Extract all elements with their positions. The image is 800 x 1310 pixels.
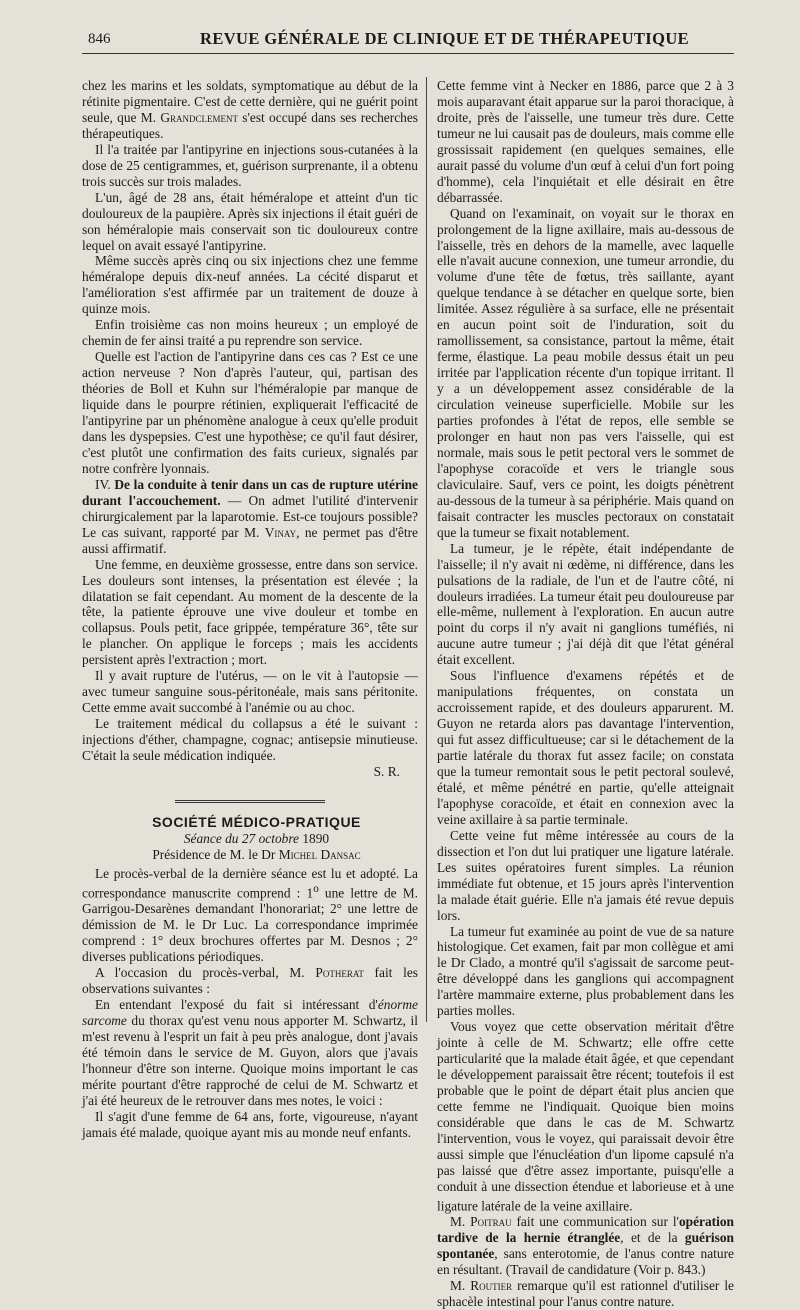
paragraph: Cette femme vint à Necker en 1886, parce que 2 à 3 mois auparavant était apparue sur la paroi thoracique, à droite, près de l'aisselle, une tumeur très dure. Cette tumeur ne lui causait pas de douleurs, mais comme elle grossissait rapidement (en quelques semaines, elle aurait passé du volume d'un œuf à celui d'un fort poing d'homme), cela l'inquiétait et elle désirait en être débarrassée.	[437, 78, 734, 205]
paragraph: M. Poitrau fait une communication sur l'opération tardive de la hernie étranglée, et de la guérison spontanée, sans enterotomie, de l'anus contre nature en résultant. (Travail de candidature (Voir p. 843.)	[437, 1214, 734, 1277]
paragraph: Quand on l'examinait, on voyait sur le thorax en prolongement de la ligne axillaire, mais au-dessous de l'aisselle, très en dehors de la mamelle, avec laquelle elle n'avait aucune connexion, une tumeur arrondie, du volume d'une tête de fœtus, très saillante, ayant quelque tendance à se détacher en quelque sorte, bien limitée. Assez régulière à sa surface, elle ne présentait en aucun point soit de l'induration, soit du ramollissement, sa consistance, partout la même, était ferme, élastique. La peau mobile dessus était un peu irritée par l'application récente d'un topique irritant. Il y a un développement assez considérable de la circulation veineuse superficielle. Mobile sur les parties profondes à l'état de repos, elle semble se prolonger en haut non pas vers l'aisselle, qui est normale, mais sous le petit pectoral vers le sommet de l'apophyse coracoïde et vers le triangle sous claviculaire. Sauf, vers ce point, les doigts pénètrent au-dessous de la tumeur à sa périphérie. Mais quand on faisait contracter les muscles pectoraux on constatait que la tumeur se fixait notablement.	[437, 205, 734, 540]
section-title: SOCIÉTÉ MÉDICO-PRATIQUE	[152, 813, 361, 830]
paragraph: Il s'agit d'une femme de 64 ans, forte, vigoureuse, n'ayant jamais été malade, quoique ayant mis au monde neuf enfants.	[82, 1108, 418, 1140]
left-column	[82, 78, 418, 1140]
paragraph: Vous voyez que cette observation méritait d'être jointe à celle de M. Schwartz; elle offre cette particularité que la malade était âgée, et que cependant le développement paraissait être récent; toutefois il est probable que le point de départ était plus ancien que cette femme ne l'indiquait. Quoique bien moins considérable que dans le cas de M. Schwartz l'intervention, vous le voyez, qui paraissait devoir être aussi simple que l'énucléation d'un lipome capsulé n'a pas laissé que d'être assez importante, puisqu'elle a conduit à une dissection étendue et laborieuse et à une ligature latérale de la veine axillaire.	[437, 1019, 734, 1214]
section-heading: De la conduite à tenir dans un cas de rupture utérine durant l'accouchement.	[82, 476, 418, 508]
paragraph: Sous l'influence d'examens répétés et de manipulations fréquentes, on constata un accroissement rapide, et des douleurs apparurent. M. Guyon ne retarda alors pas davantage l'intervention, qui fut assez difficultueuse; car si le détachement de la partie latérale du thorax fut assez facile; on constata que la tumeur remontait sous le petit pectoral soulevé, étalé, et même pénétré en partie, qu'elle atteignait l'apophyse coracoïde, et était en connexion avec la veine axillaire à sa partie terminale.	[437, 668, 734, 827]
paragraph: L'un, âgé de 28 ans, était héméralope et atteint d'un tic douloureux de la paupière. Après six injections il était guéri de son héméralopie mais conservait son tic douloureux contre lequel on avait essayé l'antipyrine.	[82, 189, 418, 253]
session-date: Séance du 27 octobre 1890	[183, 830, 330, 846]
paragraph: Il y avait rupture de l'utérus, — on le vit à l'autopsie — avec tumeur sanguine sous-péritonéale, mais sans péritonite. Cette emme avait succombé à l'anémie ou au choc.	[82, 668, 418, 716]
paragraph: Même succès après cinq ou six injections chez une femme héméralope depuis dix-neuf années. La cécité disparut et l'amélioration s'est affirmée par un traitement de douze à quinze mois.	[82, 253, 418, 317]
paragraph: La tumeur fut examinée au point de vue de sa nature histologique. Cet examen, fait par mon collègue et ami le Dr Clado, a montré qu'il s'agissait de sarcome peut-être développé dans les ganglions qui accompagnent l'artère mammaire externe, plus probablement dans les parties molles.	[437, 923, 734, 1019]
paragraph: Il l'a traitée par l'antipyrine en injections sous-cutanées à la dose de 25 centigrammes, et, guérison surprenante, il a obtenu trois succès sur trois malades.	[82, 141, 418, 189]
running-title: REVUE GÉNÉRALE DE CLINIQUE ET DE THÉRAPEUTIQUE	[200, 29, 690, 48]
page-number: 846	[88, 31, 111, 47]
presidency: Présidence de M. le Dr Michel Dansac	[152, 846, 361, 862]
paragraph: Cette veine fut même intéressée au cours de la dissection et l'on dut lui pratiquer une ligature latérale. Les suites opératoires furent simples. La réunion immédiate fut obtenue, et 15 jours après l'intervention la malade était guérie. Elle n'a jamais été revue depuis lors.	[437, 827, 734, 923]
paragraph: Enfin troisième cas non moins heureux ; un employé de chemin de fer ainsi traité a pu reprendre son service.	[82, 317, 418, 349]
paragraph: La tumeur, je le répète, était indépendante de l'aisselle; il n'y avait ni œdème, ni différence, dans les pulsations de la radiale, de l'un et de l'autre côté, ni douleurs irradiées. La tumeur était peu douloureuse par elle-même, nullement à l'exploration. En aucun autre point du corps il n'y avait ni ganglions tuméfiés, ni aucune autre tumeur ; j'ai déjà dit que l'état général était excellent.	[437, 540, 734, 668]
paragraph: A l'occasion du procès-verbal, M. Potherat fait les observations suivantes :	[82, 964, 418, 996]
paragraph: Le procès-verbal de la dernière séance est lu et adopté. La correspondance manuscrite comprend : 1$^o$ une lettre de M. Garrigou-Desarènes demandant l'honorariat; 2° une lettre de démission de M. le Dr Luc. La correspondance imprimée comprend : 1° deux brochures offertes par M. Desnos ; 2° diverses publications périodiques.	[82, 865, 418, 965]
paragraph: IV. De la conduite à tenir dans un cas de rupture utérine durant l'accouchement. — On admet l'utilité d'intervenir chirurgicalement par la laparotomie. Est-ce toujours possible? Le cas suivant, rapporté par M. Vinay, ne permet pas d'être aussi affirmatif.	[82, 476, 418, 556]
column-divider	[426, 77, 427, 1022]
signature: S. R.	[373, 763, 400, 779]
header-rule	[82, 53, 734, 54]
paragraph: En entendant l'exposé du fait si intéressant d'énorme sarcome du thorax qu'est venu nous apporter M. Schwartz, il m'est revenu à l'esprit un fait à peu près analogue, dont j'avais été témoin dans le service de M. Guyon, alors que j'avais l'honneur d'être son interne. Quoique moins important le cas mérite pourtant d'être rapproché de celui de M. Schwartz et j'ai été heureux de le retrouver dans mes notes, le voici :	[82, 996, 418, 1108]
paragraph: Une femme, en deuxième grossesse, entre dans son service. Les douleurs sont intenses, la présentation est élevée ; la dilatation se fait cependant. Au moment de la descente de la tête, la patiente éprouve une vive douleur et tombe en collapsus. Pouls petit, face grippée, température 36°, tête sur le plancher. On applique le forceps ; mais les accidents persistent après l'extraction ; mort.	[82, 556, 418, 668]
paragraph: Quelle est l'action de l'antipyrine dans ces cas ? Est ce une action nerveuse ? Non d'après l'auteur, qui, partisan des théories de Boll et Kuhn sur l'héméralopie par manque de liquide dans le pourpre rétinien, expliquerait l'efficacité de l'antipyrine par un phénomène analogue à ceux qu'elle produit dans les dyspepsies. C'est une hypothèse; ce qu'il faut désirer, c'est plutôt une confirmation des faits curieux, signalés par notre confrère lyonnais.	[82, 349, 418, 476]
ornament-rule	[175, 800, 325, 803]
right-column	[437, 78, 734, 1310]
paragraph: chez les marins et les soldats, symptomatique au début de la rétinite pigmentaire. C'est de cette dernière, qui ne guérit point seule, que M. Grandclement s'est occupé dans ses recherches thérapeutiques.	[82, 78, 418, 141]
paragraph: M. Routier remarque qu'il est rationnel d'utiliser le sphacèle intestinal pour l'anus contre nature.	[437, 1277, 734, 1309]
paragraph: Le traitement médical du collapsus a été le suivant : injections d'éther, champagne, cognac; antisepsie minutieuse. C'était la seule médication indiquée.	[82, 716, 418, 764]
